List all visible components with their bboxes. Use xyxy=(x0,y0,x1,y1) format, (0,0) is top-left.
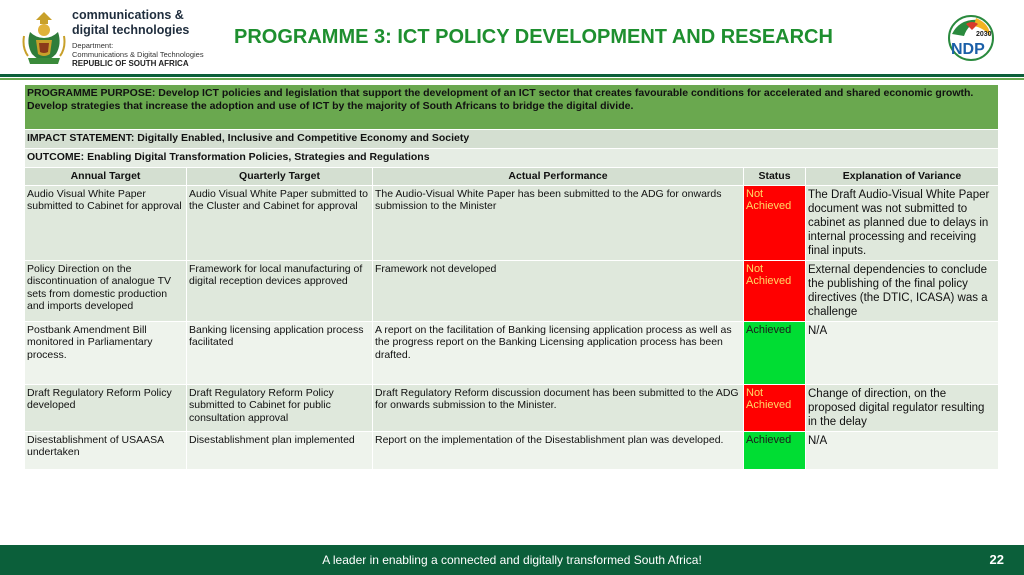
purpose-row xyxy=(25,85,999,130)
coat-of-arms-icon xyxy=(22,10,66,68)
slide-header xyxy=(0,0,1024,78)
footer-slogan: A leader in enabling a connected and digitally transformed South Africa! xyxy=(322,553,702,567)
variance-cell: Change of direction, on the proposed digital regulator resulting in the delay xyxy=(806,384,999,431)
status-badge: Not Achieved xyxy=(744,384,806,431)
quarterly-target-cell: Audio Visual White Paper submitted to the Cluster and Cabinet for approval xyxy=(187,185,373,260)
column-header: Status xyxy=(744,168,806,186)
status-badge: Achieved xyxy=(744,431,806,469)
actual-performance-cell: Report on the implementation of the Disestablishment plan was developed. xyxy=(373,431,744,469)
department-name xyxy=(72,8,222,69)
annual-target-cell: Audio Visual White Paper submitted to Cabinet for approval xyxy=(25,185,187,260)
variance-cell: N/A xyxy=(806,321,999,384)
actual-performance-cell: The Audio-Visual White Paper has been submitted to the ADG for onwards submission to the Minister xyxy=(373,185,744,260)
svg-text:2030: 2030 xyxy=(976,31,992,38)
outcome-row xyxy=(25,149,999,168)
header-rule-dark xyxy=(0,74,1024,77)
actual-performance-cell: A report on the facilitation of Banking licensing application process as well as the progress report on the Banking Licensing application process has been drafted. xyxy=(373,321,744,384)
column-header: Annual Target xyxy=(25,168,187,186)
variance-cell: External dependencies to conclude the publishing of the final policy directives (the DTIC, ICASA) was a challenge xyxy=(806,260,999,321)
quarterly-target-cell: Banking licensing application process facilitated xyxy=(187,321,373,384)
table-row xyxy=(25,321,999,384)
annual-target-cell: Policy Direction on the discontinuation of analogue TV sets from domestic production and imports developed xyxy=(25,260,187,321)
quarterly-target-cell: Draft Regulatory Reform Policy submitted to Cabinet for public consultation approval xyxy=(187,384,373,431)
slide-footer xyxy=(0,545,1024,575)
impact-row xyxy=(25,130,999,149)
table-row xyxy=(25,384,999,431)
column-header: Actual Performance xyxy=(373,168,744,186)
dept-line-4: Communications & Digital Technologies xyxy=(72,50,204,59)
table-row xyxy=(25,185,999,260)
svg-text:NDP: NDP xyxy=(951,41,985,58)
header-rule-light xyxy=(0,78,1024,80)
variance-cell: The Draft Audio-Visual White Paper document was not submitted to cabinet as planned due to delays in internal processing and receiving final inputs. xyxy=(806,185,999,260)
ndp-2030-logo-icon xyxy=(946,14,996,66)
dept-line-3: Department: xyxy=(72,41,114,50)
dept-line-5: REPUBLIC OF SOUTH AFRICA xyxy=(72,59,189,68)
column-header: Explanation of Variance xyxy=(806,168,999,186)
quarterly-target-cell: Framework for local manufacturing of digital reception devices approved xyxy=(187,260,373,321)
dept-line-1: communications & xyxy=(72,8,184,22)
table-header-row xyxy=(25,168,999,186)
table-row xyxy=(25,431,999,469)
impact-statement: IMPACT STATEMENT: Digitally Enabled, Inclusive and Competitive Economy and Society xyxy=(25,130,999,149)
quarterly-target-cell: Disestablishment plan implemented xyxy=(187,431,373,469)
status-badge: Not Achieved xyxy=(744,185,806,260)
programme-purpose: PROGRAMME PURPOSE: Develop ICT policies and legislation that support the development of an ICT sector that creates favourable conditions for accelerated and shared economic growth. Develop strategies that increase the adoption and use of ICT by the majority of South Africans to bridge the digital divide. xyxy=(25,85,999,130)
dept-line-2: digital technologies xyxy=(72,23,190,37)
actual-performance-cell: Framework not developed xyxy=(373,260,744,321)
annual-target-cell: Disestablishment of USAASA undertaken xyxy=(25,431,187,469)
table-row xyxy=(25,260,999,321)
column-header: Quarterly Target xyxy=(187,168,373,186)
page-number: 22 xyxy=(989,552,1004,567)
status-badge: Achieved xyxy=(744,321,806,384)
outcome-statement: OUTCOME: Enabling Digital Transformation Policies, Strategies and Regulations xyxy=(25,149,999,168)
annual-target-cell: Postbank Amendment Bill monitored in Parliamentary process. xyxy=(25,321,187,384)
variance-cell: N/A xyxy=(806,431,999,469)
actual-performance-cell: Draft Regulatory Reform discussion document has been submitted to the ADG for onwards submission to the Minister. xyxy=(373,384,744,431)
department-logo xyxy=(22,8,222,70)
page-title: PROGRAMME 3: ICT POLICY DEVELOPMENT AND RESEARCH xyxy=(234,26,833,48)
annual-target-cell: Draft Regulatory Reform Policy developed xyxy=(25,384,187,431)
status-badge: Not Achieved xyxy=(744,260,806,321)
programme-table xyxy=(24,84,999,470)
